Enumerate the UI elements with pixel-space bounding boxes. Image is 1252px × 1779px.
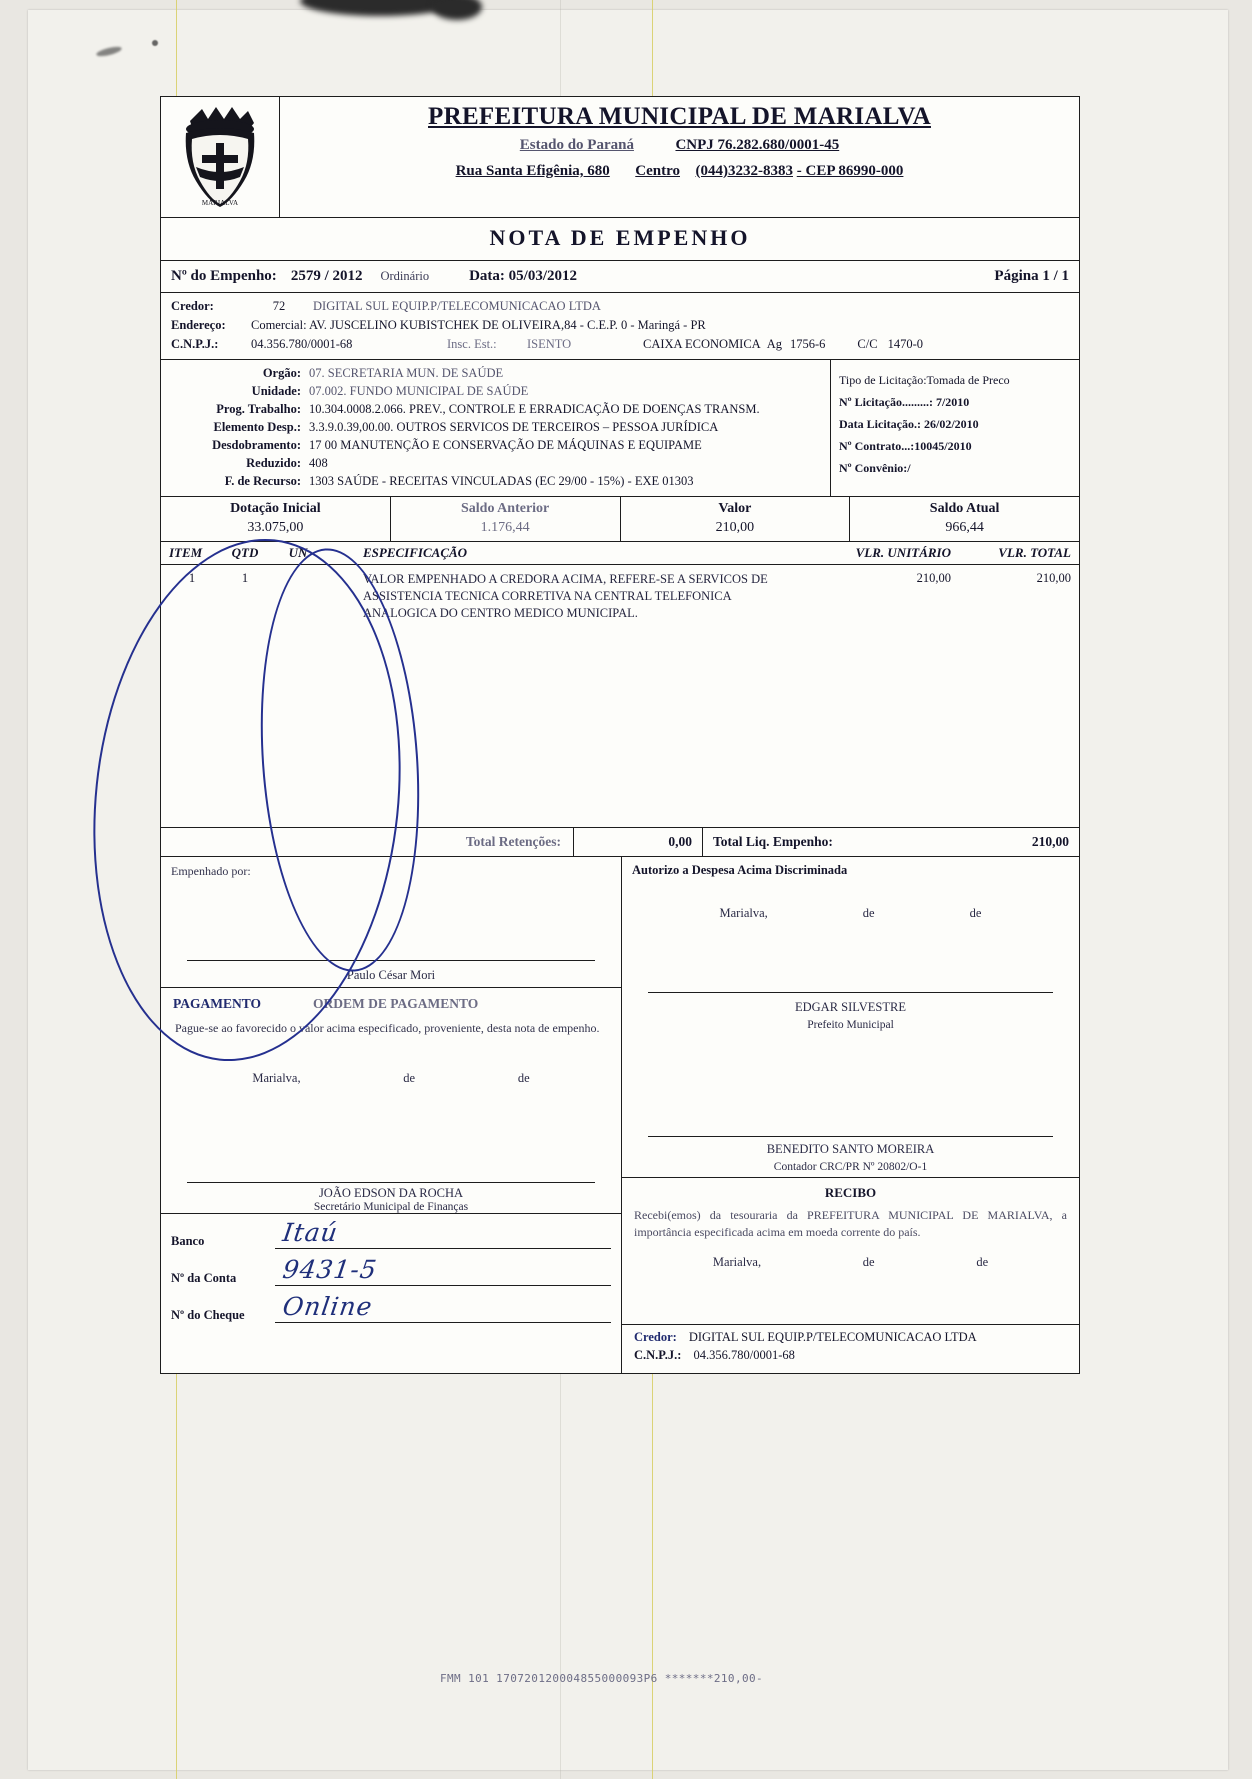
document-header bbox=[161, 97, 1079, 218]
col-vlr-total: VLR. TOTAL bbox=[998, 545, 1071, 560]
autorizo-label: Autorizo a Despesa Acima Discriminada bbox=[632, 863, 848, 877]
cc-label: C/C bbox=[857, 337, 878, 351]
secretario-name: JOÃO EDSON DA ROCHA bbox=[318, 1185, 464, 1200]
signature-line bbox=[648, 992, 1053, 993]
signature-area bbox=[161, 857, 1079, 1373]
page-indicator: Página 1 / 1 bbox=[994, 268, 1069, 284]
classificacao-row bbox=[161, 454, 830, 472]
total-retencoes-label: Total Retenções: bbox=[465, 834, 561, 849]
dotacao-inicial-value: 33.075,00 bbox=[247, 520, 304, 535]
contador-block bbox=[622, 1039, 1079, 1177]
prog-trabalho-value: 10.304.0008.2.066. PREV., CONTROLE E ERRADICAÇÃO DE DOENÇAS TRANSM. bbox=[309, 401, 760, 416]
data-licitacao: Data Licitação.: 26/02/2010 bbox=[839, 417, 979, 431]
total-liquido-label: Total Liq. Empenho: bbox=[713, 834, 833, 849]
desdobramento-label: Desdobramento: bbox=[212, 437, 301, 452]
reduzido-label: Reduzido: bbox=[246, 455, 301, 470]
cell-especificacao: VALOR EMPENHADO A CREDORA ACIMA, REFERE-SE A SERVICOS DE ASSISTENCIA TECNICA CORRETIVA NA CENTRAL TELEFONICA ANALOGICA DO CENTRO MEDICO MUNICIPAL. bbox=[363, 572, 768, 620]
empenho-summary-row bbox=[161, 261, 1079, 293]
banco-handwritten-value: Itaú bbox=[280, 1217, 340, 1247]
conta-field[interactable] bbox=[161, 1251, 621, 1288]
signature-line bbox=[648, 1136, 1053, 1137]
recibo-credor-label: Credor: bbox=[634, 1329, 677, 1344]
recibo-text: Recebi(emos) da tesouraria da PREFEITURA MUNICIPAL DE MARIALVA, a importância especificada acima em moeda corrente do país. bbox=[634, 1208, 1067, 1239]
valor-value: 210,00 bbox=[715, 520, 755, 535]
fonte-recurso-label: F. de Recurso: bbox=[224, 473, 301, 488]
district: Centro bbox=[635, 163, 680, 179]
prefeito-name: EDGAR SILVESTRE bbox=[794, 1000, 906, 1014]
cheque-field[interactable] bbox=[161, 1288, 621, 1325]
classificacao-block bbox=[161, 360, 1079, 497]
total-retencoes-value: 0,00 bbox=[573, 828, 703, 856]
agency-label: Ag bbox=[766, 337, 782, 351]
credor-row bbox=[161, 297, 1079, 316]
empenho-number-value: 2579 / 2012 bbox=[290, 268, 363, 284]
endereco-value: Comercial: AV. JUSCELINO KUBISTCHEK DE OLIVEIRA,84 - C.E.P. 0 - Maringá - PR bbox=[251, 318, 706, 332]
col-especificacao: ESPECIFICAÇÃO bbox=[363, 545, 468, 560]
recibo-title: RECIBO bbox=[824, 1185, 877, 1200]
fonte-recurso-value: 1303 SAÚDE - RECEITAS VINCULADAS (EC 29/00 - 15%) - EXE 01303 bbox=[309, 473, 694, 488]
autorizo-de-1: de bbox=[862, 906, 875, 920]
valor-label: Valor bbox=[718, 501, 752, 516]
classificacao-row bbox=[161, 418, 830, 436]
classificacao-rows bbox=[161, 360, 831, 496]
pagamento-text: Pague-se ao favorecido o valor acima especificado, proveniente, desta nota de empenho. bbox=[175, 1021, 600, 1035]
dotacao-row bbox=[161, 497, 1079, 542]
total-liquido-value: 210,00 bbox=[1031, 834, 1069, 849]
state-label: Estado do Paraná bbox=[519, 137, 634, 153]
cell-item: 1 bbox=[188, 571, 196, 585]
agency-value: 1756-6 bbox=[790, 337, 826, 351]
tipo-licitacao: Tipo de Licitação:Tomada de Preco bbox=[839, 373, 1010, 387]
licitacao-block bbox=[831, 360, 1079, 496]
contador-role: Contador CRC/PR Nº 20802/O-1 bbox=[773, 1161, 928, 1173]
empenhado-por-block bbox=[161, 857, 621, 987]
recibo-de-2: de bbox=[976, 1254, 989, 1269]
signature-left-column bbox=[161, 857, 622, 1373]
cheque-handwritten-value: Online bbox=[280, 1291, 375, 1321]
cell-un bbox=[275, 571, 321, 622]
valor-cell bbox=[621, 497, 851, 541]
col-item: ITEM bbox=[169, 545, 203, 560]
conta-label: Nº da Conta bbox=[171, 1270, 237, 1285]
autorizo-de-2: de bbox=[969, 906, 982, 920]
document-type-title: NOTA DE EMPENHO bbox=[161, 218, 1079, 261]
state-and-cnpj-line bbox=[290, 137, 1069, 154]
classificacao-row bbox=[161, 436, 830, 454]
cnpj-row bbox=[161, 335, 1079, 354]
nota-de-empenho-document bbox=[160, 96, 1080, 1374]
scan-speck bbox=[152, 40, 158, 46]
conta-input[interactable] bbox=[275, 1254, 611, 1286]
contador-name: BENEDITO SANTO MOREIRA bbox=[766, 1142, 935, 1156]
pagamento-date-line bbox=[161, 1037, 621, 1086]
classificacao-row bbox=[161, 364, 830, 382]
prog-trabalho-label: Prog. Trabalho: bbox=[216, 401, 301, 416]
credor-cnpj-label: C.N.P.J.: bbox=[171, 337, 219, 351]
classificacao-row bbox=[161, 400, 830, 418]
autorizo-date-line bbox=[632, 878, 1069, 921]
numero-contrato: Nº Contrato...:10045/2010 bbox=[839, 439, 972, 453]
cheque-input[interactable] bbox=[275, 1291, 611, 1323]
prefeito-role: Prefeito Municipal bbox=[807, 1019, 894, 1031]
recibo-credor-name: DIGITAL SUL EQUIP.P/TELECOMUNICACAO LTDA bbox=[688, 1329, 977, 1344]
unidade-label: Unidade: bbox=[251, 383, 301, 398]
header-text-block bbox=[280, 97, 1079, 217]
dotacao-inicial-cell bbox=[161, 497, 391, 541]
col-vlr-unitario: VLR. UNITÁRIO bbox=[855, 545, 951, 560]
banco-field[interactable] bbox=[161, 1214, 621, 1251]
orgao-value: 07. SECRETARIA MUN. DE SAÚDE bbox=[309, 365, 504, 380]
ordem-pagamento-title: ORDEM DE PAGAMENTO bbox=[313, 996, 479, 1011]
credor-name: DIGITAL SUL EQUIP.P/TELECOMUNICACAO LTDA bbox=[313, 299, 601, 313]
pagamento-de-2: de bbox=[517, 1070, 530, 1085]
signature-line bbox=[187, 960, 595, 961]
autorizo-city: Marialva, bbox=[719, 906, 768, 920]
conta-handwritten-value: 9431-5 bbox=[280, 1254, 380, 1284]
pagamento-city: Marialva, bbox=[252, 1070, 301, 1085]
cep: CEP 86990-000 bbox=[805, 163, 904, 179]
street-address: Rua Santa Efigênia, 680 bbox=[455, 163, 610, 179]
cell-qtd: 1 bbox=[241, 571, 249, 585]
endereco-label: Endereço: bbox=[171, 318, 226, 332]
elemento-desp-value: 3.3.9.0.39,00.00. OUTROS SERVICOS DE TERCEIROS – PESSOA JURÍDICA bbox=[309, 419, 719, 434]
dotacao-inicial-label: Dotação Inicial bbox=[230, 501, 321, 516]
recibo-block bbox=[622, 1177, 1079, 1373]
cnpj-label: CNPJ 76.282.680/0001-45 bbox=[675, 137, 840, 153]
table-row bbox=[161, 565, 1079, 622]
svg-text:MARIALVA: MARIALVA bbox=[201, 199, 239, 207]
unidade-value: 07.002. FUNDO MUNICIPAL DE SAÚDE bbox=[309, 383, 529, 398]
credor-cnpj-value: 04.356.780/0001-68 bbox=[251, 337, 353, 351]
saldo-anterior-cell bbox=[391, 497, 621, 541]
bank-name: CAIXA ECONOMICA bbox=[643, 337, 761, 351]
inscricao-value: ISENTO bbox=[527, 337, 572, 351]
empenho-kind: Ordinário bbox=[380, 269, 430, 283]
recibo-date-line bbox=[622, 1241, 1079, 1270]
empenho-date: Data: 05/03/2012 bbox=[469, 268, 578, 284]
inscricao-label: Insc. Est.: bbox=[447, 337, 497, 351]
cc-value: 1470-0 bbox=[887, 337, 923, 351]
credor-block bbox=[161, 293, 1079, 360]
col-qtd: QTD bbox=[231, 545, 259, 560]
empenho-number-label: Nº do Empenho: bbox=[171, 268, 277, 284]
municipality-title: PREFEITURA MUNICIPAL DE MARIALVA bbox=[428, 103, 931, 130]
recibo-cnpj-label: C.N.P.J.: bbox=[634, 1347, 682, 1362]
coat-of-arms-icon bbox=[161, 97, 280, 217]
pagamento-title: PAGAMENTO bbox=[173, 996, 262, 1011]
empenhado-por-name: Paulo César Mori bbox=[346, 968, 436, 982]
banco-input[interactable] bbox=[275, 1217, 611, 1249]
pagamento-de-1: de bbox=[403, 1070, 416, 1085]
recibo-cnpj-value: 04.356.780/0001-68 bbox=[693, 1347, 795, 1362]
desdobramento-value: 17 00 MANUTENÇÃO E CONSERVAÇÃO DE MÁQUINAS E EQUIPAME bbox=[309, 437, 702, 452]
saldo-atual-value: 966,44 bbox=[945, 520, 984, 535]
items-table-body bbox=[161, 565, 1079, 827]
totals-row bbox=[161, 827, 1079, 857]
cell-vlr-unitario: 210,00 bbox=[916, 571, 951, 585]
footer-barcode-text: FMM 101 170720120004855000093P6 *******210,00- bbox=[440, 1672, 764, 1685]
credor-code: 72 bbox=[272, 299, 286, 313]
items-table-header bbox=[161, 542, 1079, 565]
empenhado-por-label: Empenhado por: bbox=[171, 864, 251, 878]
bank-fields-block bbox=[161, 1213, 621, 1335]
classificacao-row bbox=[161, 472, 830, 490]
col-un: UN bbox=[288, 545, 308, 560]
endereco-row bbox=[161, 316, 1079, 335]
saldo-atual-label: Saldo Atual bbox=[929, 501, 1000, 516]
saldo-atual-cell bbox=[850, 497, 1079, 541]
classificacao-row bbox=[161, 382, 830, 400]
cell-vlr-total: 210,00 bbox=[1036, 571, 1071, 585]
pagamento-block bbox=[161, 987, 621, 1213]
address-line: Rua Santa Efigênia, 680 Centro (044)3232-8383 - CEP 86990-000 bbox=[455, 163, 904, 179]
secretario-role: Secretário Municipal de Finanças bbox=[313, 1200, 469, 1213]
saldo-anterior-label: Saldo Anterior bbox=[460, 501, 550, 516]
autorizo-block bbox=[622, 857, 1079, 1039]
saldo-anterior-value: 1.176,44 bbox=[480, 520, 530, 535]
orgao-label: Orgão: bbox=[262, 365, 301, 380]
numero-convenio: Nº Convênio:/ bbox=[839, 461, 911, 475]
cheque-label: Nº do Cheque bbox=[171, 1307, 245, 1322]
signature-right-column bbox=[622, 857, 1079, 1373]
phone: (044)3232-8383 bbox=[695, 163, 793, 179]
credor-label: Credor: bbox=[171, 299, 214, 313]
elemento-desp-label: Elemento Desp.: bbox=[213, 419, 301, 434]
reduzido-value: 408 bbox=[309, 455, 328, 470]
recibo-credor-row bbox=[622, 1325, 1079, 1345]
recibo-cnpj-row bbox=[622, 1345, 1079, 1373]
recibo-de-1: de bbox=[862, 1254, 875, 1269]
recibo-city: Marialva, bbox=[712, 1254, 762, 1269]
banco-label: Banco bbox=[171, 1233, 205, 1248]
numero-licitacao: Nº Licitação.........: 7/2010 bbox=[839, 395, 970, 409]
